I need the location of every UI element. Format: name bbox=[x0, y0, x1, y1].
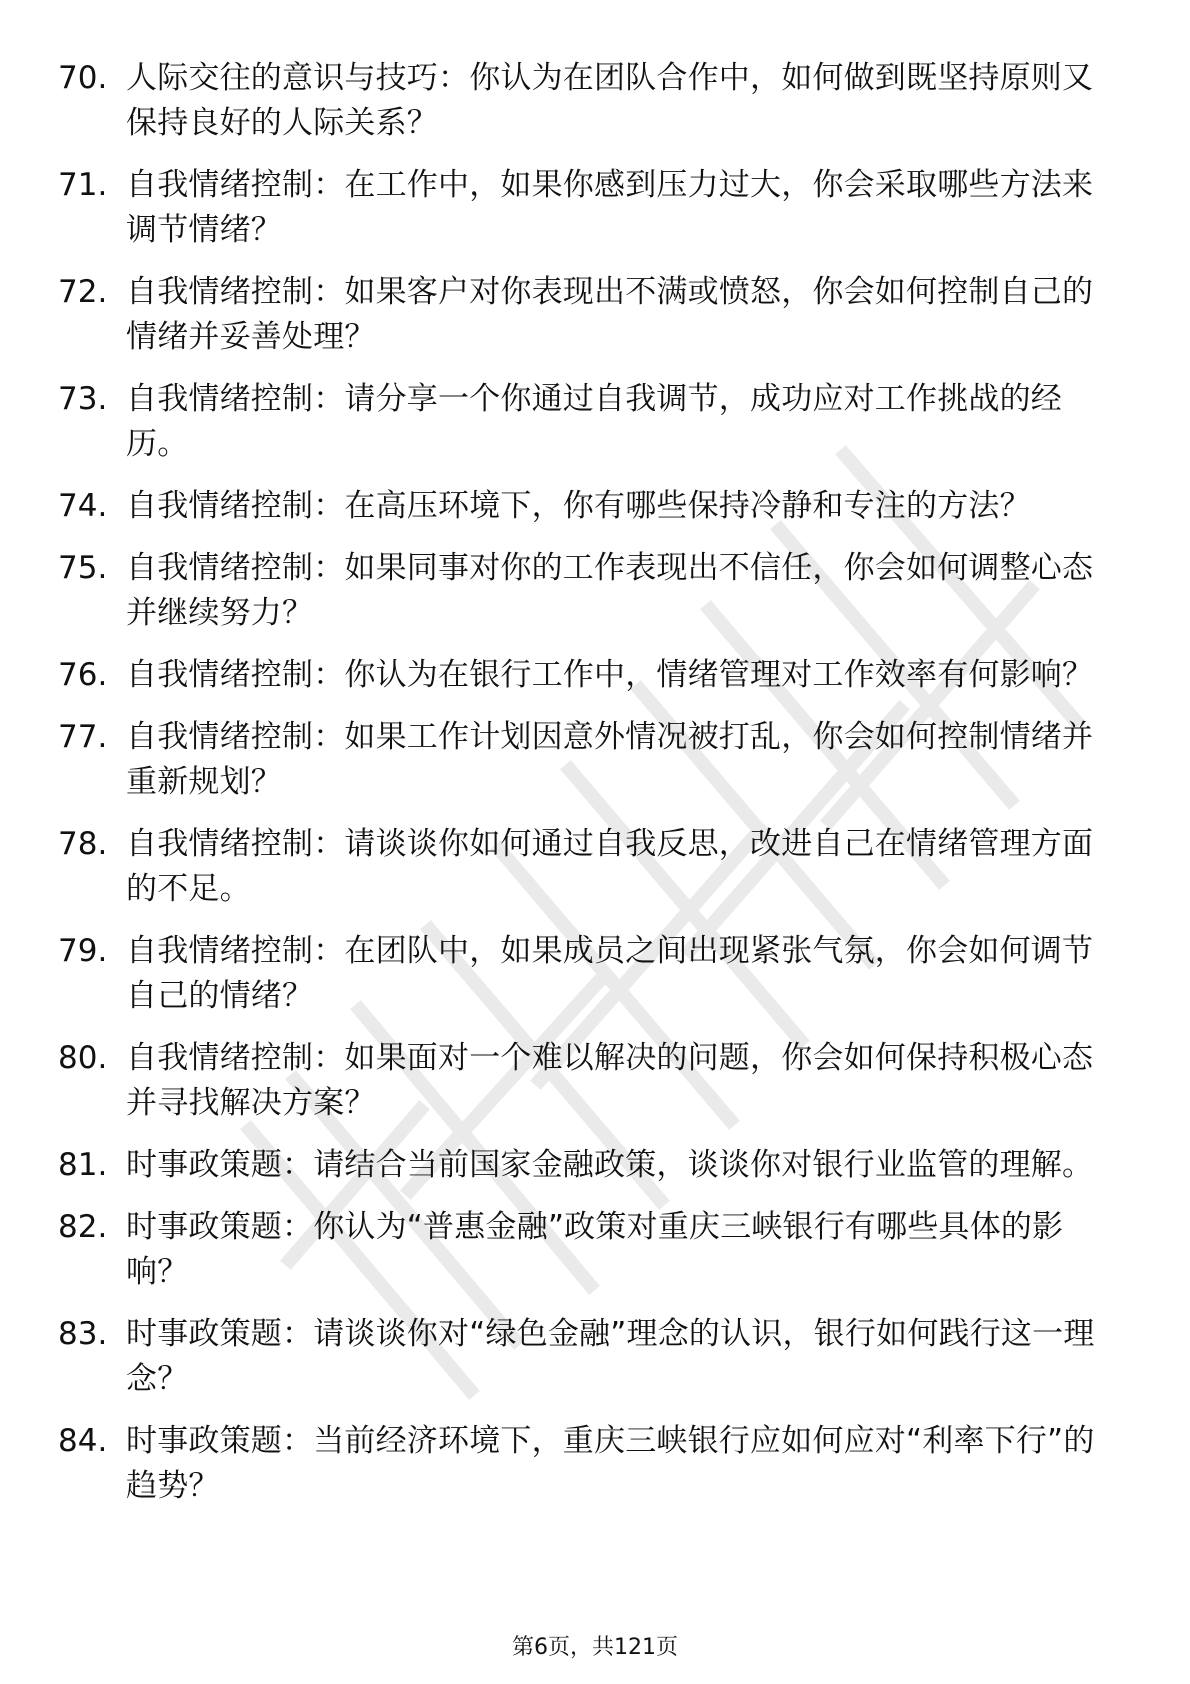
question-text: 自我情绪控制：如果同事对你的工作表现出不信任，你会如何调整心态并继续努力？ bbox=[126, 550, 1094, 631]
list-item bbox=[58, 822, 1118, 912]
question-text: 自我情绪控制：在高压环境下，你有哪些保持冷静和专注的方法？ bbox=[126, 488, 1031, 524]
question-text: 自我情绪控制：如果客户对你表现出不满或愤怒，你会如何控制自己的情绪并妥善处理？ bbox=[126, 274, 1094, 355]
question-text: 自我情绪控制：请谈谈你如何通过自我反思，改进自己在情绪管理方面的不足。 bbox=[126, 826, 1094, 907]
list-item bbox=[58, 1419, 1118, 1509]
list-item bbox=[58, 1143, 1118, 1188]
question-number: 79. bbox=[58, 933, 108, 969]
list-item bbox=[58, 377, 1118, 467]
list-item bbox=[58, 270, 1118, 360]
question-number: 81. bbox=[58, 1147, 108, 1183]
question-number: 80. bbox=[58, 1040, 108, 1076]
question-text: 自我情绪控制：请分享一个你通过自我调节，成功应对工作挑战的经历。 bbox=[126, 381, 1062, 462]
list-item bbox=[58, 546, 1118, 636]
question-number: 75. bbox=[58, 550, 108, 586]
question-number: 71. bbox=[58, 167, 108, 203]
question-number: 84. bbox=[58, 1423, 108, 1459]
question-text: 自我情绪控制：如果面对一个难以解决的问题，你会如何保持积极心态并寻找解决方案？ bbox=[126, 1040, 1094, 1121]
question-text: 时事政策题：请结合当前国家金融政策，谈谈你对银行业监管的理解。 bbox=[126, 1147, 1094, 1183]
list-item bbox=[58, 1036, 1118, 1126]
page-footer bbox=[0, 1633, 1190, 1663]
question-text: 自我情绪控制：你认为在银行工作中，情绪管理对工作效率有何影响？ bbox=[126, 657, 1094, 693]
list-item bbox=[58, 929, 1118, 1019]
list-item bbox=[58, 484, 1118, 529]
question-number: 77. bbox=[58, 719, 108, 755]
question-number: 70. bbox=[58, 60, 108, 96]
list-item bbox=[58, 1205, 1118, 1295]
question-text: 时事政策题：当前经济环境下，重庆三峡银行应如何应对“利率下行”的趋势？ bbox=[126, 1423, 1095, 1504]
question-text: 时事政策题：请谈谈你对“绿色金融”理念的认识，银行如何践行这一理念？ bbox=[126, 1316, 1095, 1397]
question-number: 74. bbox=[58, 488, 108, 524]
question-text: 自我情绪控制：如果工作计划因意外情况被打乱，你会如何控制情绪并重新规划？ bbox=[126, 719, 1094, 800]
question-number: 73. bbox=[58, 381, 108, 417]
list-item bbox=[58, 1312, 1118, 1402]
question-text: 时事政策题：你认为“普惠金融”政策对重庆三峡银行有哪些具体的影响？ bbox=[126, 1209, 1064, 1290]
list-item bbox=[58, 163, 1118, 253]
question-text: 自我情绪控制：在工作中，如果你感到压力过大，你会采取哪些方法来调节情绪？ bbox=[126, 167, 1094, 248]
list-item bbox=[58, 715, 1118, 805]
question-number: 83. bbox=[58, 1316, 108, 1352]
question-number: 72. bbox=[58, 274, 108, 310]
question-number: 78. bbox=[58, 826, 108, 862]
page-number-label: 第6页，共121页 bbox=[512, 1635, 678, 1660]
question-number: 82. bbox=[58, 1209, 108, 1245]
question-list bbox=[58, 56, 1118, 1526]
question-text: 人际交往的意识与技巧：你认为在团队合作中，如何做到既坚持原则又保持良好的人际关系？ bbox=[126, 60, 1094, 141]
question-number: 76. bbox=[58, 657, 108, 693]
list-item bbox=[58, 56, 1118, 146]
list-item bbox=[58, 653, 1118, 698]
question-text: 自我情绪控制：在团队中，如果成员之间出现紧张气氛，你会如何调节自己的情绪？ bbox=[126, 933, 1094, 1014]
